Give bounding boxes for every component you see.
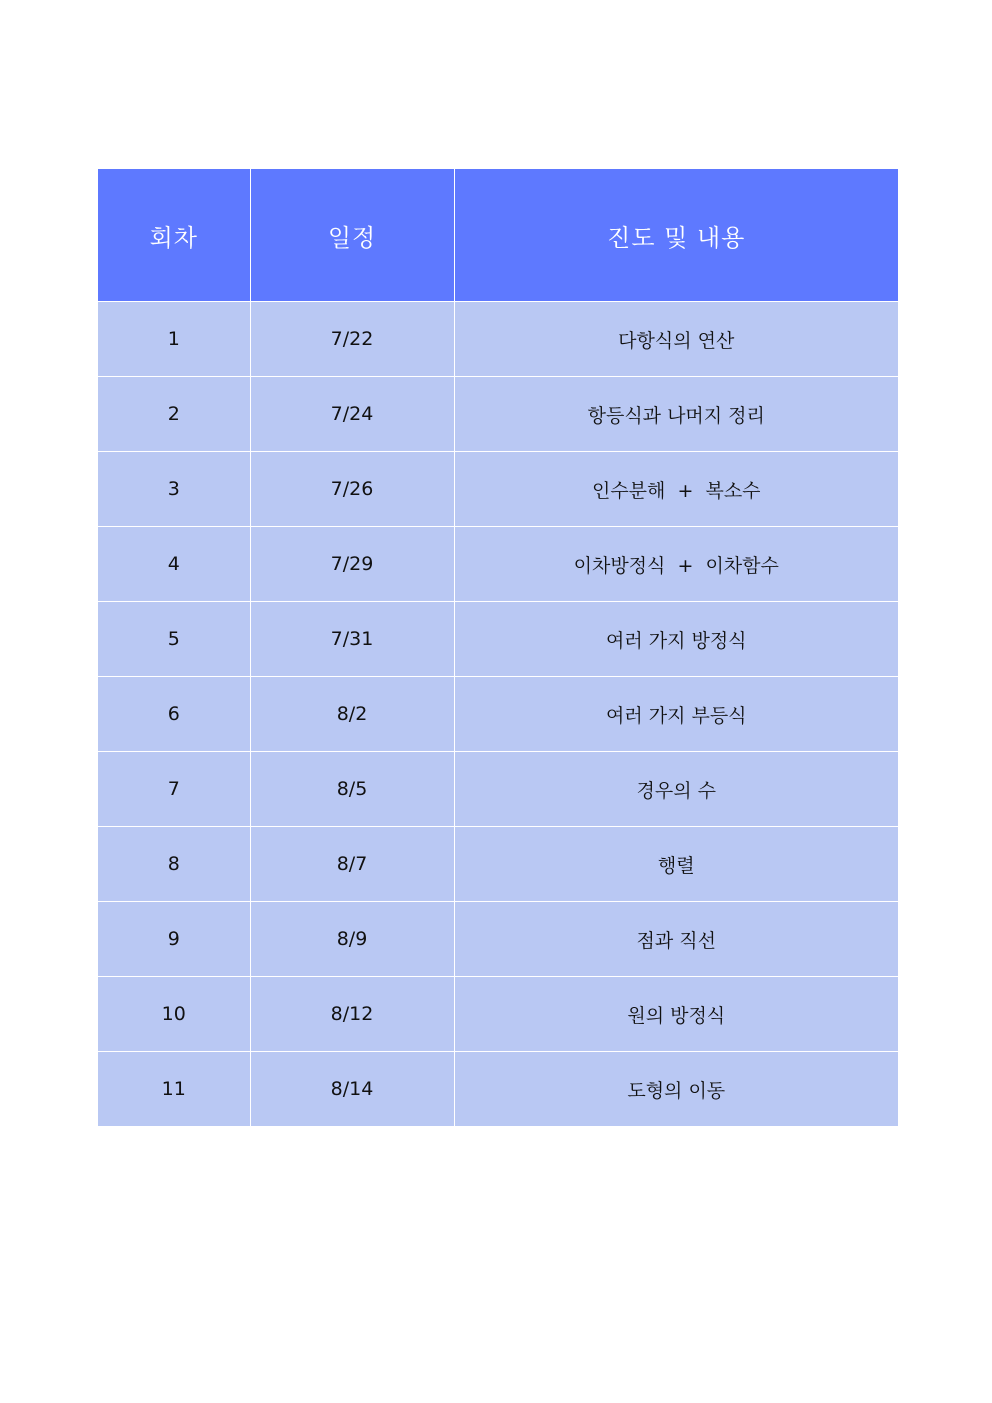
date-cell: 8/2 (250, 677, 454, 752)
date-cell: 7/22 (250, 302, 454, 377)
session-cell: 1 (98, 302, 250, 377)
date-cell: 8/12 (250, 977, 454, 1052)
date-cell: 7/31 (250, 602, 454, 677)
date-cell: 8/14 (250, 1052, 454, 1127)
session-cell: 8 (98, 827, 250, 902)
date-cell: 8/7 (250, 827, 454, 902)
header-session: 회차 (98, 169, 250, 302)
table-row (98, 977, 898, 1052)
content-cell: 원의 방정식 (454, 977, 898, 1052)
content-cell: 경우의 수 (454, 752, 898, 827)
header-content: 진도 및 내용 (454, 169, 898, 302)
header-date: 일정 (250, 169, 454, 302)
table-row (98, 527, 898, 602)
table-row (98, 602, 898, 677)
table-row (98, 752, 898, 827)
date-cell: 7/29 (250, 527, 454, 602)
session-cell: 9 (98, 902, 250, 977)
date-cell: 7/26 (250, 452, 454, 527)
table-row (98, 302, 898, 377)
schedule-table (98, 169, 898, 1126)
table-row (98, 452, 898, 527)
date-cell: 8/5 (250, 752, 454, 827)
table-row (98, 377, 898, 452)
content-cell: 인수분해 + 복소수 (454, 452, 898, 527)
session-cell: 6 (98, 677, 250, 752)
session-cell: 3 (98, 452, 250, 527)
table-header-row (98, 169, 898, 302)
table-row (98, 677, 898, 752)
content-cell: 항등식과 나머지 정리 (454, 377, 898, 452)
session-cell: 5 (98, 602, 250, 677)
session-cell: 11 (98, 1052, 250, 1127)
content-cell: 도형의 이동 (454, 1052, 898, 1127)
session-cell: 2 (98, 377, 250, 452)
date-cell: 8/9 (250, 902, 454, 977)
session-cell: 4 (98, 527, 250, 602)
session-cell: 10 (98, 977, 250, 1052)
content-cell: 이차방정식 + 이차함수 (454, 527, 898, 602)
session-cell: 7 (98, 752, 250, 827)
content-cell: 점과 직선 (454, 902, 898, 977)
content-cell: 행렬 (454, 827, 898, 902)
table-row (98, 827, 898, 902)
date-cell: 7/24 (250, 377, 454, 452)
content-cell: 여러 가지 부등식 (454, 677, 898, 752)
content-cell: 다항식의 연산 (454, 302, 898, 377)
table-row (98, 902, 898, 977)
content-cell: 여러 가지 방정식 (454, 602, 898, 677)
table-row (98, 1052, 898, 1127)
